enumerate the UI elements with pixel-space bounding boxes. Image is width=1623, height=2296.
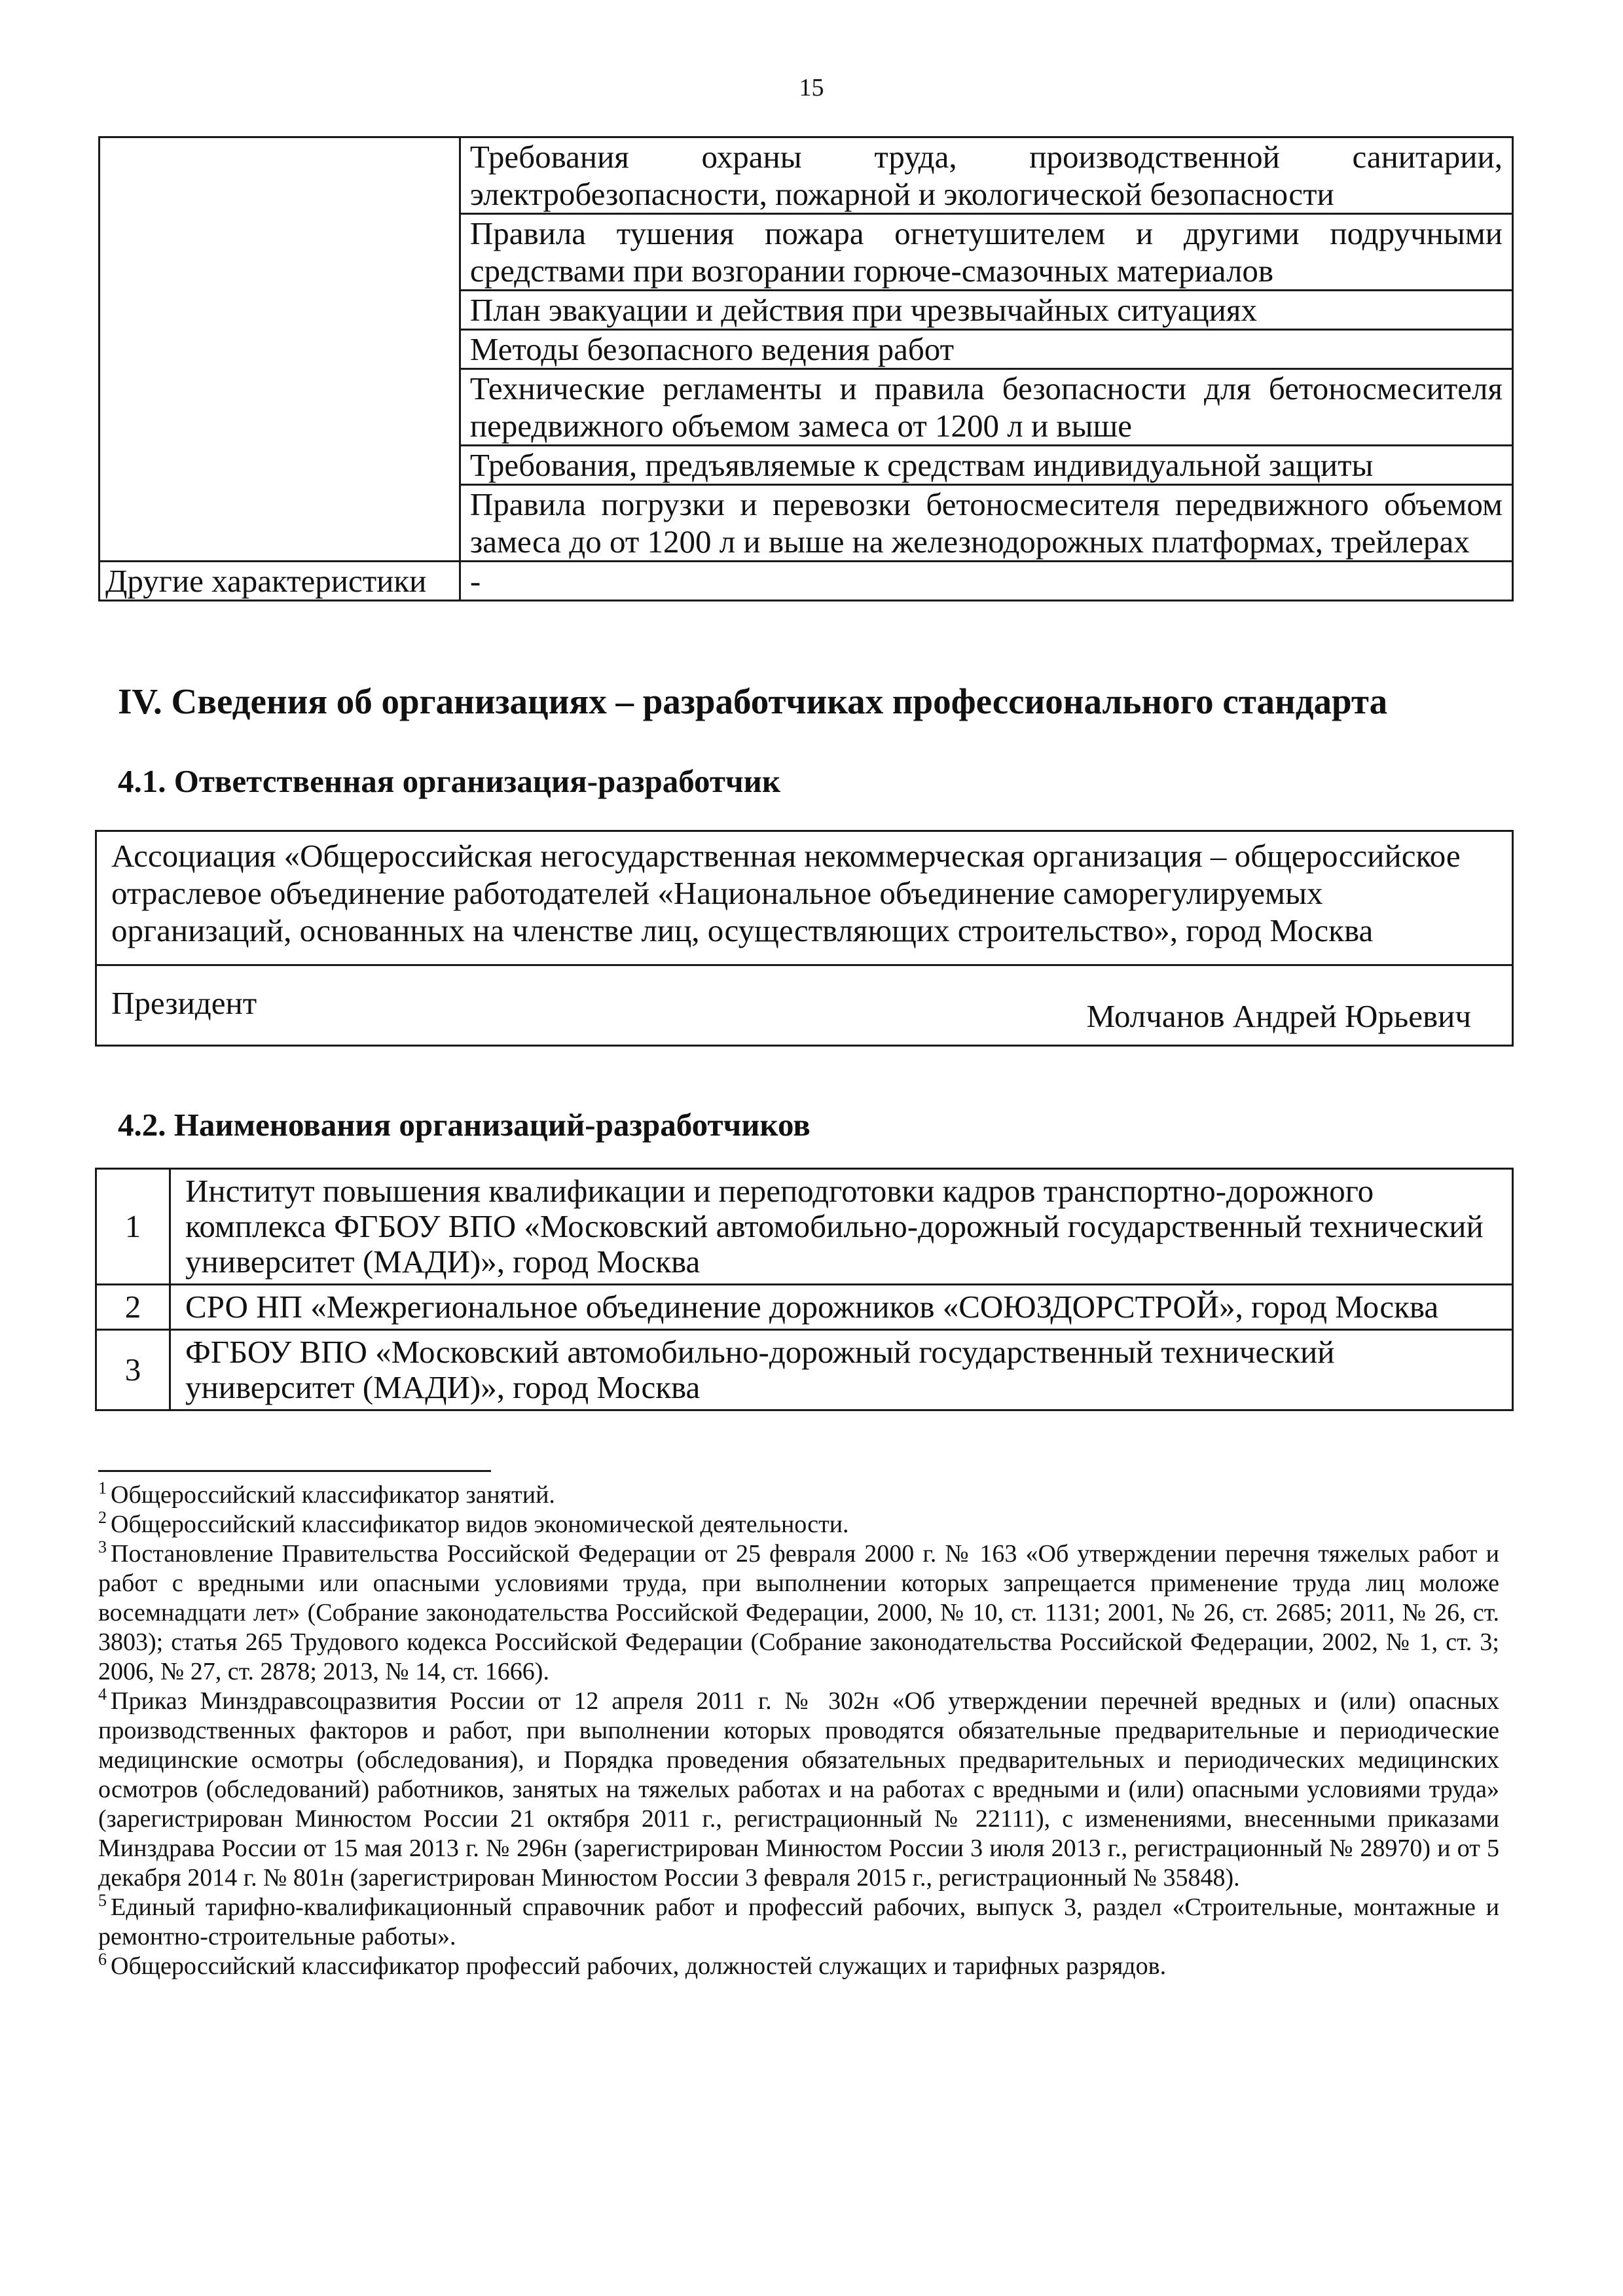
table-row <box>96 1285 1513 1330</box>
requirement-cell: Требования охраны труда, производственной санитарии, электробезопасности, пожарной и экологической безопасности <box>460 137 1512 214</box>
developer-name: ФГБОУ ВПО «Московский автомобильно-дорожный государственный технический университет (МАДИ)», город Москва <box>170 1330 1513 1410</box>
developer-number: 2 <box>96 1285 170 1330</box>
footnote-divider <box>98 1470 491 1472</box>
footnote-text: Общероссийский классификатор занятий. <box>111 1481 555 1509</box>
developer-number: 1 <box>96 1169 170 1285</box>
footnote-mark: 6 <box>98 1950 107 1969</box>
president-label: Президент <box>111 985 257 1021</box>
other-characteristics-value: - <box>460 562 1512 601</box>
table-row <box>100 562 1513 601</box>
empty-label-cell <box>100 137 460 562</box>
responsible-org-name: Ассоциация «Общероссийская негосударственная некоммерческая организация – общероссийское отраслевое объединение работодателей «Национальное объединение саморегулируемых организаций, основанных на членстве лиц, осуществляющих строительство», город Москва <box>96 831 1513 965</box>
footnote <box>98 1480 1499 1510</box>
footnote-mark: 3 <box>98 1537 107 1556</box>
responsible-org-table <box>95 830 1514 1047</box>
footnote-text: Единый тарифно-квалификационный справочник работ и профессий рабочих, выпуск 3, раздел «Строительные, монтажные и ремонтно-строительные работы». <box>98 1893 1499 1950</box>
requirement-cell: Правила тушения пожара огнетушителем и другими подручными средствами при возгорании горюче-смазочных материалов <box>460 214 1512 291</box>
developer-name: Институт повышения квалификации и переподготовки кадров транспортно-дорожного комплекса ФГБОУ ВПО «Московский автомобильно-дорожный государственный технический университет (МАДИ)», город Москва <box>170 1169 1513 1285</box>
other-characteristics-label: Другие характеристики <box>100 562 460 601</box>
footnote-mark: 2 <box>98 1508 107 1527</box>
table-row <box>100 137 1513 214</box>
footnote <box>98 1687 1499 1893</box>
table-row <box>96 1169 1513 1285</box>
president-cell <box>96 965 1513 1046</box>
section-title: IV. Сведения об организациях – разработчиках профессионального стандарта <box>118 681 1388 721</box>
subsection-title-responsible: 4.1. Ответственная организация-разработчик <box>118 763 781 799</box>
footnote <box>98 1893 1499 1952</box>
footnote-mark: 4 <box>98 1685 107 1704</box>
footnote <box>98 1539 1499 1687</box>
footnote-mark: 1 <box>98 1479 107 1498</box>
president-name: Молчанов Андрей Юрьевич <box>1086 998 1471 1034</box>
requirement-cell: Технические регламенты и правила безопасности для бетоносмесителя передвижного объемом замеса от 1200 л и выше <box>460 369 1512 446</box>
requirement-cell: Методы безопасного ведения работ <box>460 330 1512 369</box>
footnote-mark: 5 <box>98 1891 107 1910</box>
footnote-text: Общероссийский классификатор видов экономической деятельности. <box>111 1511 849 1538</box>
table-row <box>96 1330 1513 1410</box>
requirement-cell: Требования, предъявляемые к средствам индивидуальной защиты <box>460 446 1512 485</box>
page-number: 15 <box>799 74 824 101</box>
footnote-text: Общероссийский классификатор профессий рабочих, должностей служащих и тарифных разрядов. <box>111 1952 1167 1980</box>
footnote <box>98 1952 1499 1981</box>
requirement-cell: План эвакуации и действия при чрезвычайных ситуациях <box>460 291 1512 330</box>
footnote-text: Приказ Минздравсоцразвития России от 12 апреля 2011 г. № 302н «Об утверждении перечней вредных и (или) опасных производственных факторов и работ, при выполнении которых проводятся обязательные предварительные и периодические медицинские осмотры (обследования), и Порядка проведения обязательных предварительных и периодических медицинских осмотров (обследований) работников, занятых на тяжелых работах и на работах с вредными и (или) опасными условиями труда» (зарегистрирован Минюстом России 21 октября 2011 г., регистрационный № 22111), с изменениями, внесенными приказами Минздрава России от 15 мая 2013 г. № 296н (зарегистрирован Минюстом России 3 июля 2013 г., регистрационный № 28970) и от 5 декабря 2014 г. № 801н (зарегистрирован Минюстом России 3 февраля 2015 г., регистрационный № 35848). <box>98 1687 1499 1892</box>
developer-number: 3 <box>96 1330 170 1410</box>
developer-name: СРО НП «Межрегиональное объединение дорожников «СОЮЗДОРСТРОЙ», город Москва <box>170 1285 1513 1330</box>
table-row <box>96 831 1513 965</box>
footnotes <box>98 1480 1499 1981</box>
requirement-cell: Правила погрузки и перевозки бетоносмесителя передвижного объемом замеса до от 1200 л и выше на железнодорожных платформах, трейлерах <box>460 485 1512 562</box>
table-row <box>96 965 1513 1046</box>
footnote-text: Постановление Правительства Российской Федерации от 25 февраля 2000 г. № 163 «Об утверждении перечня тяжелых работ и работ с вредными или опасными условиями труда, при выполнении которых запрещается применение труда лиц моложе восемнадцати лет» (Собрание законодательства Российской Федерации, 2000, № 10, ст. 1131; 2001, № 26, ст. 2685; 2011, № 26, ст. 3803); статья 265 Трудового кодекса Российской Федерации (Собрание законодательства Российской Федерации, 2002, № 1, ст. 3; 2006, № 27, ст. 2878; 2013, № 14, ст. 1666). <box>98 1540 1499 1685</box>
subsection-title-developers: 4.2. Наименования организаций-разработчиков <box>118 1107 811 1143</box>
footnote <box>98 1510 1499 1539</box>
requirements-table <box>98 136 1514 601</box>
developers-table <box>95 1168 1514 1411</box>
